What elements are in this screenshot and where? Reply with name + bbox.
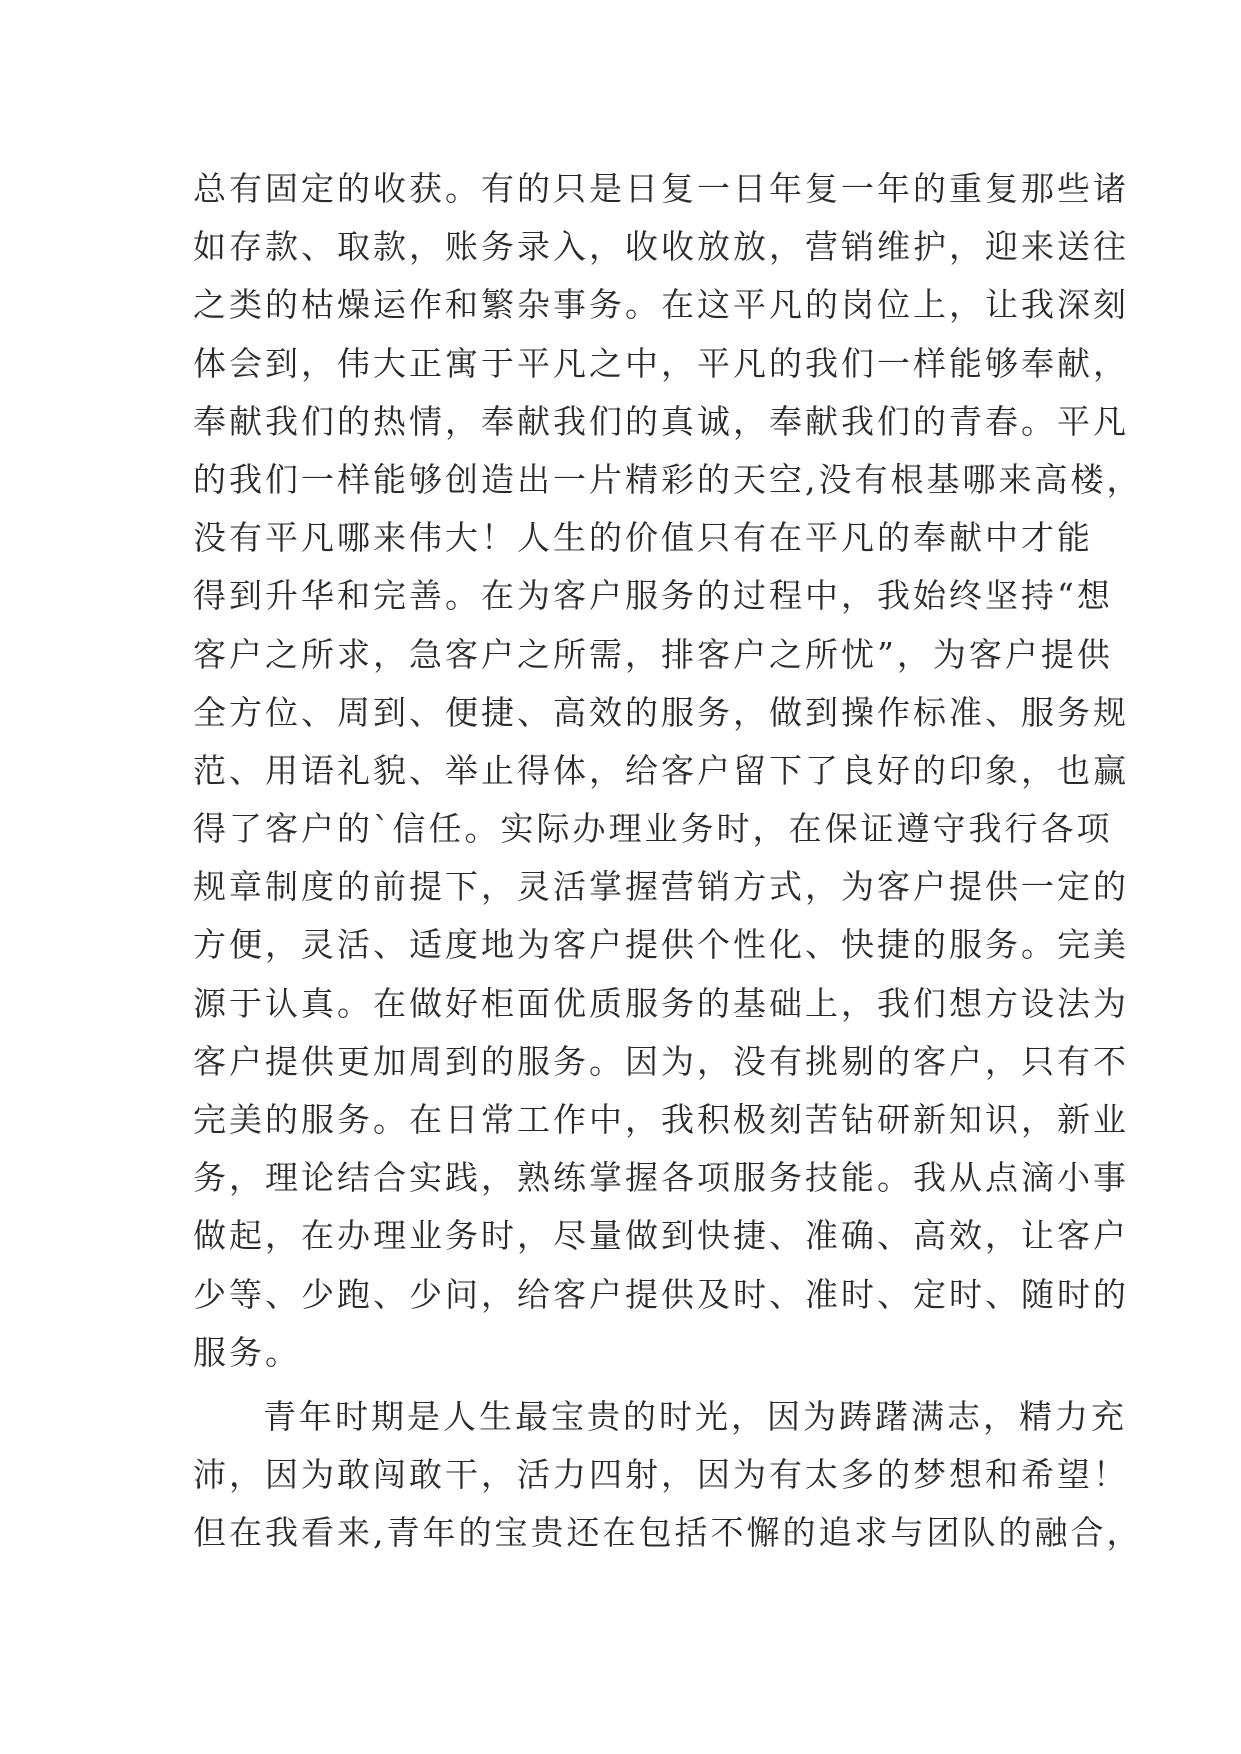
text-line: 没有平凡哪来伟大！人生的价值只有在平凡的奉献中才能 [193, 518, 1093, 558]
text-line: 客户之所求，急客户之所需，排客户之所忧”，为客户提供 [193, 634, 1113, 674]
text-line: 得到升华和完善。在为客户服务的过程中，我始终坚持“想 [193, 576, 1113, 616]
text-line: 之类的枯燥运作和繁杂事务。在这平凡的岗位上，让我深刻 [193, 285, 1129, 325]
text-line: 如存款、取款，账务录入，收收放放，营销维护，迎来送往 [193, 227, 1129, 267]
text-line: 全方位、周到、便捷、高效的服务，做到操作标准、服务规 [193, 692, 1129, 732]
body-text [193, 160, 1143, 1563]
text-line: 完美的服务。在日常工作中，我积极刻苦钻研新知识，新业 [193, 1100, 1129, 1139]
text-line: 做起，在办理业务时，尽量做到快捷、准确、高效，让客户 [193, 1216, 1129, 1256]
paragraph-2 [193, 1388, 1143, 1563]
text-line: 但在我看来,青年的宝贵还在包括不懈的追求与团队的融合， [193, 1513, 1143, 1553]
text-line: 客户提供更加周到的服务。因为，没有挑剔的客户，只有不 [193, 1041, 1129, 1081]
text-line: 得了客户的`信任。实际办理业务时，在保证遵守我行各项 [193, 809, 1113, 849]
text-line: 青年时期是人生最宝贵的时光，因为踌躇满志，精力充 [263, 1396, 1127, 1436]
text-line: 的我们一样能够创造出一片精彩的天空,没有根基哪来高楼， [193, 459, 1143, 499]
text-line: 奉献我们的热情，奉献我们的真诚，奉献我们的青春。平凡 [193, 401, 1129, 441]
text-line: 总有固定的收获。有的只是日复一日年复一年的重复那些诸 [193, 169, 1129, 208]
paragraph-1 [193, 160, 1143, 1382]
text-line: 少等、少跑、少问，给客户提供及时、准时、定时、随时的 [193, 1274, 1129, 1314]
text-line: 务，理论结合实践，熟练掌握各项服务技能。我从点滴小事 [193, 1158, 1129, 1198]
text-line: 源于认真。在做好柜面优质服务的基础上，我们想方设法为 [193, 983, 1129, 1023]
text-line: 体会到，伟大正寓于平凡之中，平凡的我们一样能够奉献， [193, 343, 1129, 383]
text-line: 服务。 [193, 1332, 301, 1372]
text-line: 沛，因为敢闯敢干，活力四射，因为有太多的梦想和希望！ [193, 1455, 1129, 1495]
text-line: 方便，灵活、适度地为客户提供个性化、快捷的服务。完美 [193, 925, 1129, 965]
text-line: 范、用语礼貌、举止得体，给客户留下了良好的印象，也赢 [193, 750, 1129, 790]
text-line: 规章制度的前提下，灵活掌握营销方式，为客户提供一定的 [193, 867, 1129, 907]
